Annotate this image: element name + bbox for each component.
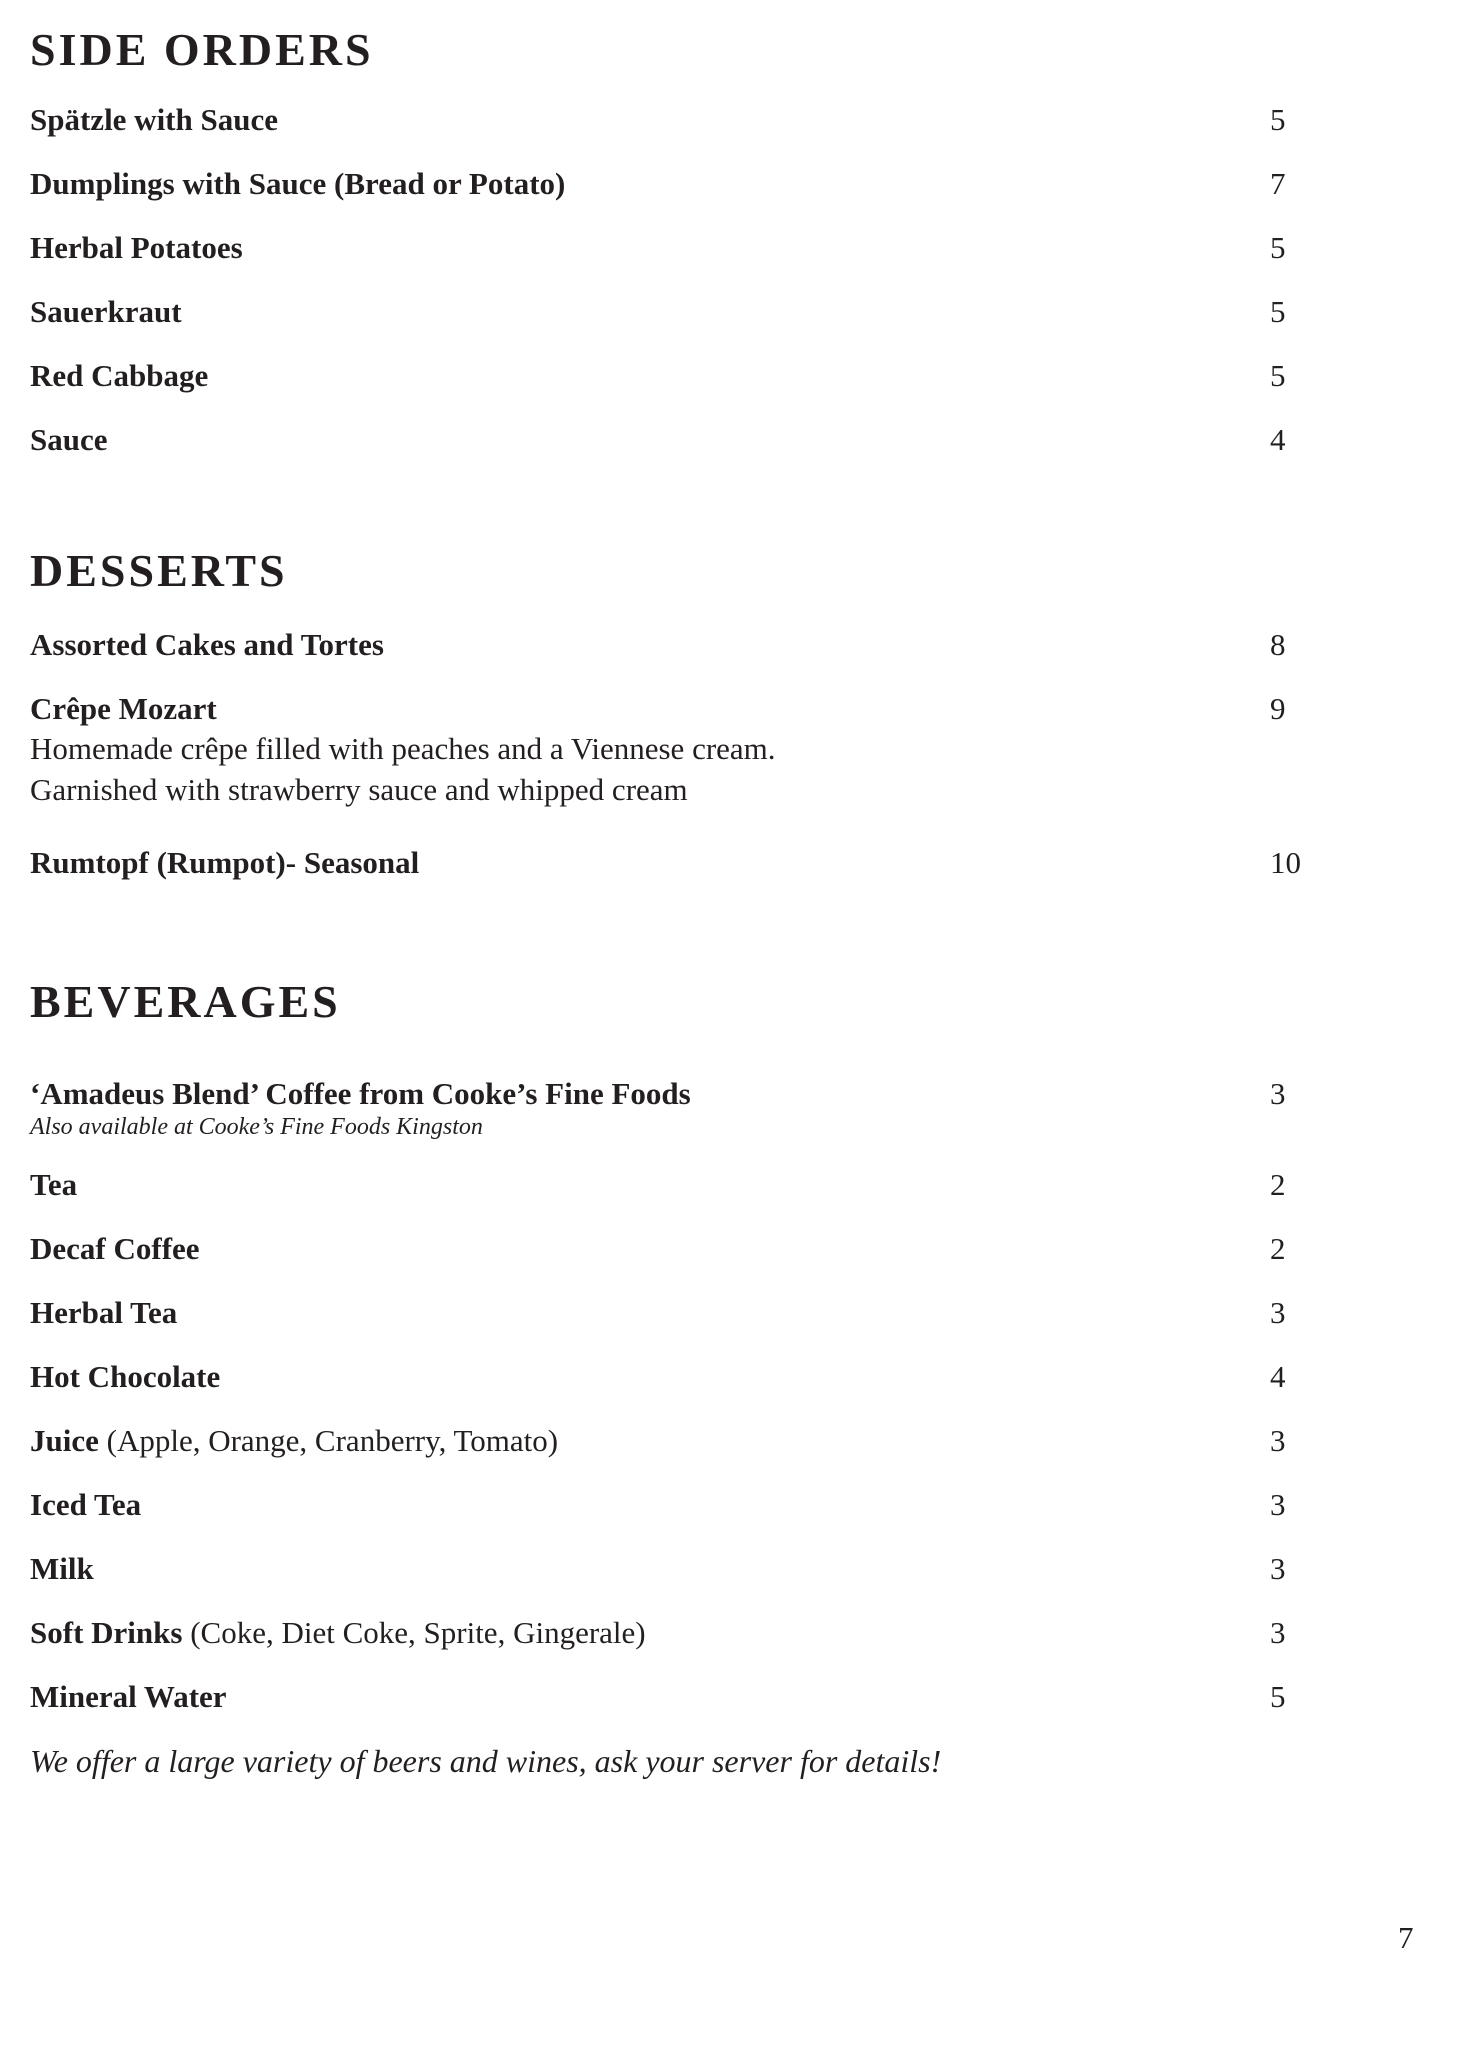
item-name: Herbal Potatoes — [30, 230, 243, 265]
menu-item — [30, 420, 1300, 460]
menu-item — [30, 1293, 1300, 1333]
item-price: 5 — [1270, 1679, 1286, 1714]
section-title-side-orders: SIDE ORDERS — [30, 24, 374, 75]
menu-item — [30, 1074, 1300, 1114]
item-price: 3 — [1270, 1615, 1286, 1650]
item-price: 3 — [1270, 1423, 1286, 1458]
item-name: Decaf Coffee — [30, 1231, 200, 1266]
item-name: ‘Amadeus Blend’ Coffee from Cooke’s Fine Foods — [30, 1076, 691, 1111]
menu-item — [30, 1549, 1300, 1589]
item-price: 2 — [1270, 1231, 1286, 1266]
item-price: 5 — [1270, 358, 1286, 393]
menu-item — [30, 689, 1300, 729]
item-description: Garnished with strawberry sauce and whipped cream — [30, 772, 688, 807]
item-name: Spätzle with Sauce — [30, 102, 278, 137]
menu-item — [30, 1165, 1300, 1205]
menu-item — [30, 100, 1300, 140]
item-name-main: Soft Drinks — [30, 1615, 183, 1650]
item-name: Rumtopf (Rumpot)- Seasonal — [30, 845, 420, 880]
item-name: Iced Tea — [30, 1487, 142, 1522]
menu-item — [30, 1677, 1300, 1717]
item-name-extra: (Apple, Orange, Cranberry, Tomato) — [98, 1423, 559, 1458]
item-price: 3 — [1270, 1487, 1286, 1522]
item-name: Assorted Cakes and Tortes — [30, 627, 384, 662]
item-name: Red Cabbage — [30, 358, 209, 393]
item-name-main: Juice — [30, 1423, 99, 1458]
menu-item — [30, 1613, 1300, 1653]
item-name: Hot Chocolate — [30, 1359, 221, 1394]
item-price: 9 — [1270, 691, 1286, 726]
item-name: Dumplings with Sauce (Bread or Potato) — [30, 166, 566, 201]
item-price: 3 — [1270, 1295, 1286, 1330]
section-title-beverages: BEVERAGES — [30, 976, 341, 1027]
item-description: Homemade crêpe filled with peaches and a Viennese cream. — [30, 731, 776, 766]
item-name — [30, 1421, 558, 1461]
item-price: 5 — [1270, 294, 1286, 329]
item-name: Milk — [30, 1551, 94, 1586]
section-title-desserts: DESSERTS — [30, 545, 288, 596]
menu-item — [30, 1357, 1300, 1397]
item-name: Mineral Water — [30, 1679, 227, 1714]
item-price: 8 — [1270, 627, 1286, 662]
item-price: 5 — [1270, 230, 1286, 265]
page-number: 7 — [1398, 1920, 1414, 1955]
item-note: Also available at Cooke’s Fine Foods Kingston — [30, 1114, 483, 1140]
menu-item — [30, 228, 1300, 268]
item-name: Sauce — [30, 422, 108, 457]
item-name-extra: (Coke, Diet Coke, Sprite, Gingerale) — [182, 1615, 646, 1650]
closing-note: We offer a large variety of beers and wines, ask your server for details! — [30, 1743, 942, 1779]
item-price: 5 — [1270, 102, 1286, 137]
item-price: 3 — [1270, 1551, 1286, 1586]
item-price: 4 — [1270, 422, 1286, 457]
item-price: 7 — [1270, 166, 1286, 201]
item-name: Sauerkraut — [30, 294, 182, 329]
item-price: 2 — [1270, 1167, 1286, 1202]
menu-item — [30, 292, 1300, 332]
menu-item — [30, 1485, 1300, 1525]
menu-item — [30, 843, 1300, 883]
menu-item — [30, 1421, 1300, 1461]
item-name: Herbal Tea — [30, 1295, 178, 1330]
item-price: 10 — [1270, 845, 1301, 880]
menu-item — [30, 356, 1300, 396]
item-name — [30, 1613, 646, 1653]
item-price: 4 — [1270, 1359, 1286, 1394]
menu-item — [30, 625, 1300, 665]
item-price: 3 — [1270, 1076, 1286, 1111]
menu-item — [30, 1229, 1300, 1269]
item-name: Crêpe Mozart — [30, 691, 217, 726]
menu-item — [30, 164, 1300, 204]
item-name: Tea — [30, 1167, 78, 1202]
